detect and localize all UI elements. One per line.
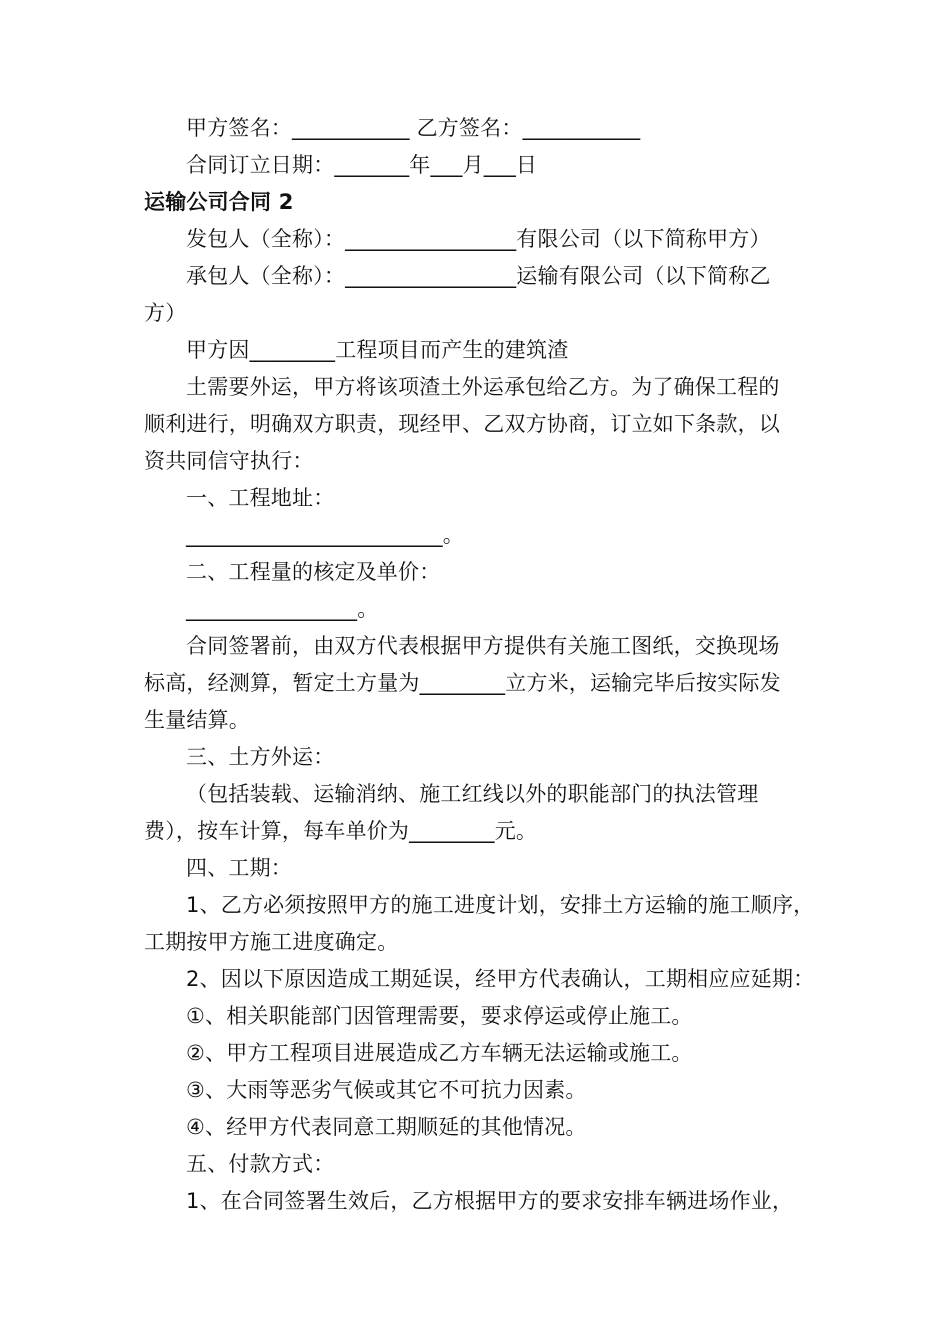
paragraph-line: 1、乙方必须按照甲方的施工进度计划，安排土方运输的施工顺序， [186,893,815,917]
paragraph-line: 发包人（全称）：________________有限公司（以下简称甲方） [186,227,771,251]
list-item: ④、经甲方代表同意工期顺延的其他情况。 [186,1115,587,1139]
paragraph-line: 2、因以下原因造成工期延误，经甲方代表确认，工期相应应延期： [186,967,815,991]
paragraph-line: 土需要外运，甲方将该项渣土外运承包给乙方。为了确保工程的 [186,375,780,399]
paragraph-line: 标高，经测算，暂定土方量为________立方米，运输完毕后按实际发 [144,671,781,695]
paragraph-line: 生量结算。 [144,708,250,732]
paragraph-line: 方） [144,301,187,325]
paragraph-line: 1、在合同签署生效后，乙方根据甲方的要求安排车辆进场作业， [186,1189,794,1213]
paragraph-line: 甲方因________工程项目而产生的建筑渣 [186,338,569,362]
blank-line: ________________________。 [186,523,464,547]
list-item: ③、大雨等恶劣气候或其它不可抗力因素。 [186,1078,587,1102]
paragraph-line: （包括装载、运输消纳、施工红线以外的职能部门的执法管理 [186,782,759,806]
clause-heading: 四、工期： [186,856,292,880]
clause-heading: 五、付款方式： [186,1152,335,1176]
list-item: ①、相关职能部门因管理需要，要求停运或停止施工。 [186,1004,693,1028]
paragraph-line: 资共同信守执行： [144,449,314,473]
paragraph-line: 费），按车计算，每车单价为________元。 [144,819,538,843]
paragraph-line: 工期按甲方施工进度确定。 [144,930,399,954]
signature-line: 甲方签名：___________ 乙方签名：___________ [186,116,641,140]
contract-date-line: 合同订立日期：_______年___月___日 [186,153,538,177]
section-heading: 运输公司合同 2 [144,190,294,214]
blank-line: ________________。 [186,597,379,621]
clause-heading: 三、土方外运： [186,745,335,769]
paragraph-line: 合同签署前，由双方代表根据甲方提供有关施工图纸，交换现场 [186,634,780,658]
paragraph-line: 承包人（全称）：________________运输有限公司（以下简称乙 [186,264,771,288]
paragraph-line: 顺利进行，明确双方职责，现经甲、乙双方协商，订立如下条款，以 [144,412,780,436]
list-item: ②、甲方工程项目进展造成乙方车辆无法运输或施工。 [186,1041,693,1065]
clause-heading: 二、工程量的核定及单价： [186,560,441,584]
clause-heading: 一、工程地址： [186,486,335,510]
